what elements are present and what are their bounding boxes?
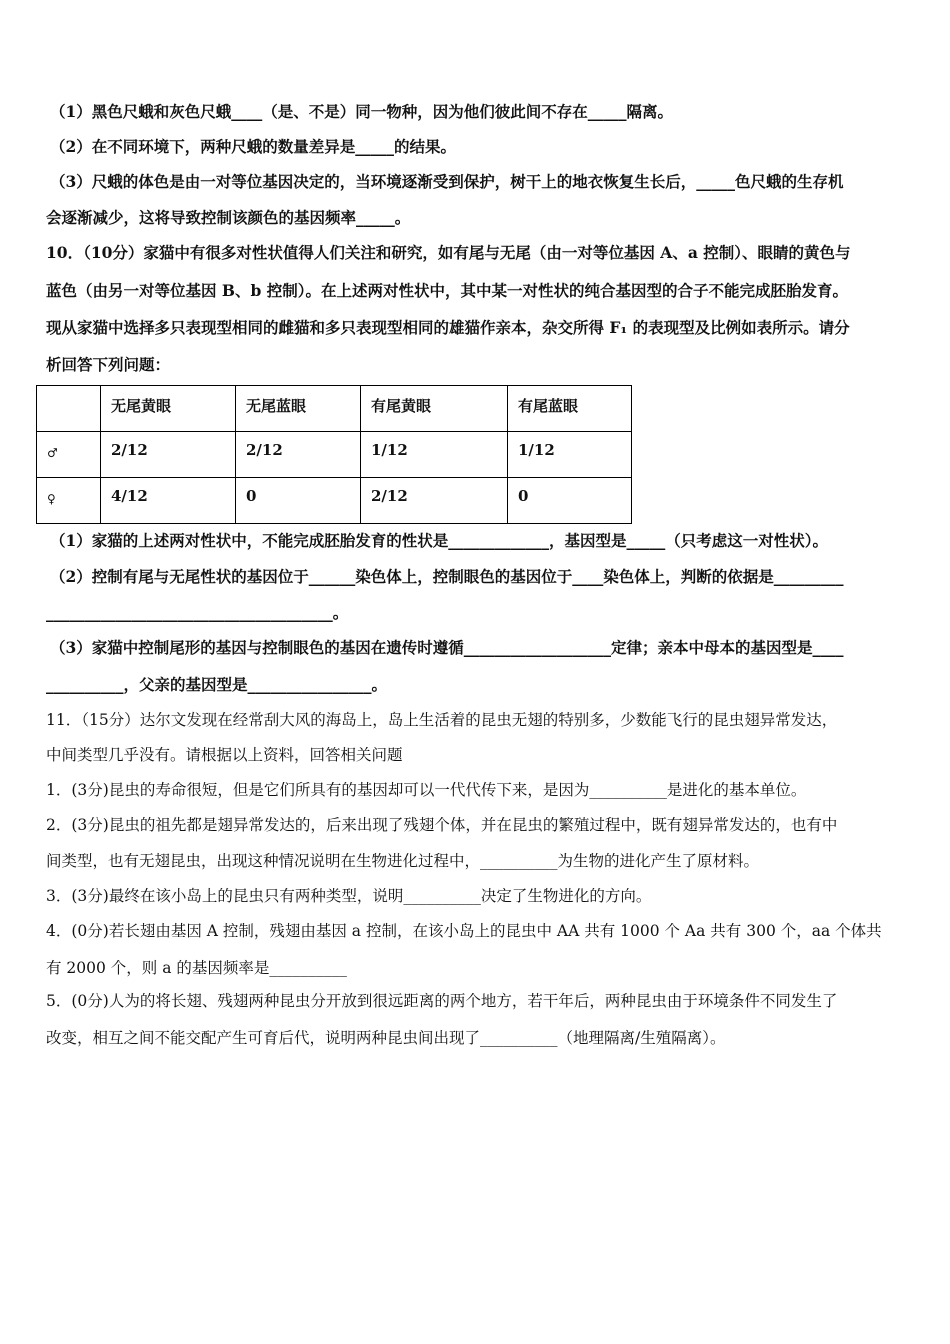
q11-sub3: 3．(3分)最终在该小岛上的昆虫只有两种类型，说明__________决定了生物进化的方向。 [46, 887, 652, 905]
table-cell: 0 [236, 478, 361, 524]
q10-part3-line2: __________，父亲的基因型是________________。 [46, 675, 388, 694]
table-cell: 0 [508, 478, 632, 524]
table-cell: 1/12 [361, 432, 508, 478]
table-cell: 2/12 [236, 432, 361, 478]
table-row [37, 478, 632, 524]
table-header-cell: 无尾黄眼 [101, 386, 236, 432]
q9-part3-line2: 会逐渐减少，这将导致控制该颜色的基因频率_____。 [46, 208, 411, 227]
q11-sub5-line1: 5．(0分)人为的将长翅、残翅两种昆虫分开放到很远距离的两个地方，若干年后，两种昆虫由于环境条件不同发生了 [46, 992, 838, 1010]
q9-part2: （2）在不同环境下，两种尺蛾的数量差异是_____的结果。 [50, 137, 457, 156]
f1-phenotype-table [36, 385, 632, 524]
q11-sub2-line2: 间类型，也有无翅昆虫，出现这种情况说明在生物进化过程中，__________为生物的进化产生了原材料。 [46, 852, 760, 870]
table-cell: 2/12 [101, 432, 236, 478]
table-row [37, 432, 632, 478]
q10-intro-line3: 现从家猫中选择多只表现型相同的雌猫和多只表现型相同的雄猫作亲本，杂交所得 F₁ 的表现型及比例如表所示。请分 [46, 318, 850, 337]
table-cell: 4/12 [101, 478, 236, 524]
male-symbol: ♂ [37, 432, 101, 478]
q10-part2-line1: （2）控制有尾与无尾性状的基因位于______染色体上，控制眼色的基因位于____染色体上，判断的依据是_________ [50, 567, 844, 586]
q10-part3-line1: （3）家猫中控制尾形的基因与控制眼色的基因在遗传时遵循___________________定律；亲本中母本的基因型是____ [50, 638, 844, 657]
q9-part1: （1）黑色尺蛾和灰色尺蛾____（是、不是）同一物种，因为他们彼此间不存在_____隔离。 [50, 102, 674, 121]
q11-sub1: 1．(3分)昆虫的寿命很短，但是它们所具有的基因却可以一代代传下来，是因为__________是进化的基本单位。 [46, 781, 807, 799]
table-header-cell: 有尾蓝眼 [508, 386, 632, 432]
table-header-cell: 无尾蓝眼 [236, 386, 361, 432]
q11-sub4-line2: 有 2000 个，则 a 的基因频率是__________ [46, 959, 347, 977]
q10-part1: （1）家猫的上述两对性状中，不能完成胚胎发育的性状是_____________，基因型是_____（只考虑这一对性状）。 [50, 531, 829, 550]
table-header-cell: 有尾黄眼 [361, 386, 508, 432]
q10-intro-line4: 析回答下列问题： [46, 355, 171, 374]
q11-sub5-line2: 改变，相互之间不能交配产生可育后代，说明两种昆虫间出现了__________（地理隔离/生殖隔离）。 [46, 1029, 726, 1047]
q11-sub4-line1: 4．(0分)若长翅由基因 A 控制，残翅由基因 a 控制，在该小岛上的昆虫中 AA 共有 1000 个 Aa 共有 300 个，aa 个体共 [46, 922, 882, 940]
q9-part3-line1: （3）尺蛾的体色是由一对等位基因决定的，当环境逐渐受到保护，树干上的地衣恢复生长后，_____色尺蛾的生存机 [50, 172, 844, 191]
female-symbol: ♀ [37, 478, 101, 524]
table-cell: 2/12 [361, 478, 508, 524]
q11-sub2-line1: 2．(3分)昆虫的祖先都是翅异常发达的，后来出现了残翅个体，并在昆虫的繁殖过程中，既有翅异常发达的，也有中 [46, 816, 838, 834]
q10-intro-line1: 10．（10分）家猫中有很多对性状值得人们关注和研究，如有尾与无尾（由一对等位基因 A、a 控制）、眼睛的黄色与 [46, 243, 851, 262]
table-cell: 1/12 [508, 432, 632, 478]
table-header-cell [37, 386, 101, 432]
q11-intro-line1: 11．（15分）达尔文发现在经常刮大风的海岛上，岛上生活着的昆虫无翅的特别多，少数能飞行的昆虫翅异常发达， [46, 711, 838, 729]
q11-intro-line2: 中间类型几乎没有。请根据以上资料，回答相关问题 [46, 746, 403, 764]
table-header-row [37, 386, 632, 432]
q10-part2-line2: _____________________________________。 [46, 603, 349, 622]
q10-intro-line2: 蓝色（由另一对等位基因 B、b 控制）。在上述两对性状中，其中某一对性状的纯合基因型的合子不能完成胚胎发育。 [46, 281, 848, 300]
